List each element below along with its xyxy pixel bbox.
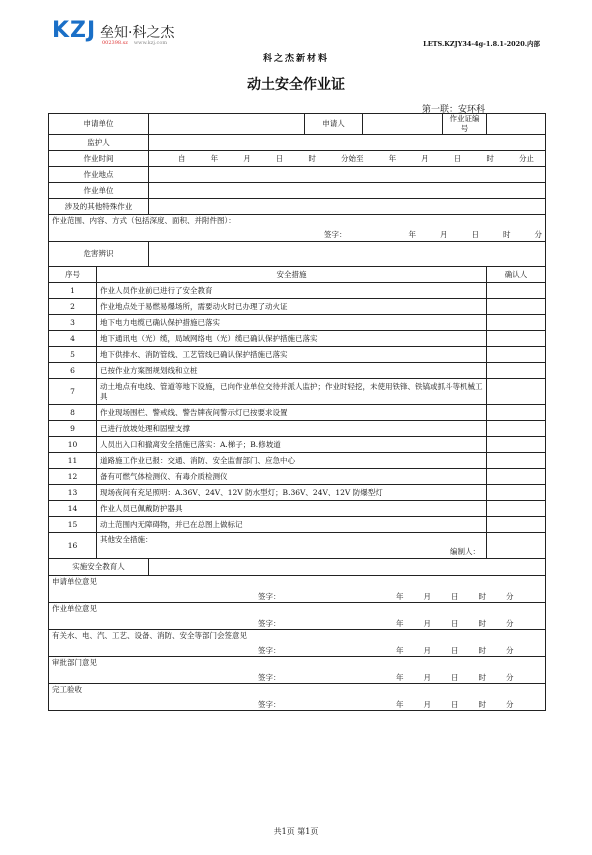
measure-text: 动土范围内无障碍物，并已在总图上做标记: [100, 519, 243, 529]
measure-text: 道路施工作业已报：交通、消防、安全监督部门、应急中心: [100, 455, 295, 465]
measure-confirm[interactable]: [487, 469, 546, 485]
opinion-year: 年: [396, 591, 404, 601]
opinion-cell[interactable]: [49, 576, 546, 603]
row-work-unit: [49, 183, 546, 199]
measure-confirm[interactable]: [487, 379, 546, 405]
label-hazard: 危害辨识: [49, 242, 149, 267]
measure-text-cell: [97, 485, 487, 501]
time-month: 月: [243, 153, 251, 163]
measure-text: 动土地点有电线、管道等地下设施，已向作业单位交待并派人监护；作业时轻挖，未使用铁锋、铁镐或抓斗等机械工具: [100, 381, 483, 401]
row-apply-unit: [49, 114, 546, 135]
opinion-label: 有关水、电、汽、工艺、设备、消防、安全等部门会签意见: [52, 630, 247, 640]
time-day: 日: [275, 153, 284, 163]
measure-row: [49, 453, 546, 469]
measure-confirm[interactable]: [487, 533, 546, 559]
opinion-month: 月: [423, 618, 431, 628]
measure-text: 人员出入口和撤离安全措施已落实：A.梯子；B.修坡道: [100, 439, 281, 449]
measure-no: 9: [49, 421, 97, 437]
compiler-label: 编制人：: [450, 547, 480, 556]
logo-subtext: [102, 40, 167, 46]
measure-row: [49, 315, 546, 331]
measure-row: [49, 405, 546, 421]
measure-row: [49, 363, 546, 379]
measure-confirm[interactable]: [487, 437, 546, 453]
value-applicant[interactable]: [363, 114, 443, 135]
measure-no: 12: [49, 469, 97, 485]
opinion-sign-line: [52, 700, 542, 710]
value-work-unit[interactable]: [149, 183, 546, 199]
value-special-work[interactable]: [149, 199, 546, 215]
page-footer: 共1页 第1页: [273, 827, 319, 836]
measure-text-cell: [97, 517, 487, 533]
measure-confirm[interactable]: [487, 517, 546, 533]
opinion-hour: 时: [478, 699, 486, 709]
opinion-minute: 分: [506, 591, 514, 601]
logo-stock-code: 002398.sz: [102, 40, 128, 46]
company-name: 科之杰新材料: [262, 54, 329, 64]
row-special-work: [49, 199, 546, 215]
scope-year: 年: [408, 230, 416, 239]
opinion-sign-line: [52, 592, 542, 602]
measure-confirm[interactable]: [487, 405, 546, 421]
label-education: 实施安全教育人: [49, 559, 149, 576]
row-hazard: [49, 242, 546, 267]
opinion-rows: [49, 576, 546, 711]
opinion-label: 作业单位意见: [52, 603, 97, 613]
company-logo: [52, 18, 175, 46]
measure-confirm[interactable]: [487, 315, 546, 331]
opinion-hour: 时: [478, 672, 486, 682]
opinion-day: 日: [451, 645, 459, 655]
opinion-sign-line: [52, 673, 542, 683]
opinion-day: 日: [451, 618, 459, 628]
measure-row: [49, 501, 546, 517]
opinion-label: 审批部门意见: [52, 657, 97, 667]
measure-no: 4: [49, 331, 97, 347]
row-measures-header: [49, 267, 546, 283]
opinion-hour: 时: [478, 618, 486, 628]
measure-row: [49, 421, 546, 437]
measure-text: 作业人员作业前已进行了安全教育: [100, 285, 213, 295]
measure-confirm[interactable]: [487, 283, 546, 299]
measure-row: [49, 485, 546, 501]
measure-text: 地下通讯电（光）缆，局域网络电（光）缆已确认保护措施已落实: [100, 333, 318, 343]
opinion-sign-line: [52, 646, 542, 656]
label-special-work: 涉及的其他特殊作业: [49, 199, 149, 215]
opinion-day: 日: [451, 699, 459, 709]
opinion-minute: 分: [506, 672, 514, 682]
measure-text-cell: [97, 453, 487, 469]
opinion-sign-label: 签字：: [258, 672, 281, 682]
opinion-hour: 时: [478, 645, 486, 655]
opinion-row: [49, 603, 546, 630]
measure-no: 1: [49, 283, 97, 299]
time-hour-end: 时: [486, 153, 494, 163]
measure-rows: [49, 283, 546, 559]
logo-url: www.kzj.com: [133, 40, 168, 46]
measure-no: 15: [49, 517, 97, 533]
opinion-minute: 分: [506, 645, 514, 655]
label-supervisor: 监护人: [49, 135, 149, 151]
opinion-sign-label: 签字：: [258, 591, 281, 601]
measure-confirm[interactable]: [487, 421, 546, 437]
value-work-time[interactable]: [149, 151, 546, 167]
time-month-end: 月: [421, 153, 429, 163]
measure-confirm[interactable]: [487, 347, 546, 363]
label-work-place: 作业地点: [49, 167, 149, 183]
opinion-day: 日: [451, 672, 459, 682]
measure-confirm[interactable]: [487, 299, 546, 315]
permit-form: [48, 113, 546, 711]
opinion-month: 月: [423, 672, 431, 682]
opinion-row: [49, 630, 546, 657]
opinion-minute: 分: [506, 699, 514, 709]
logo-mark: KZJ: [52, 18, 97, 43]
measure-text-cell: [97, 299, 487, 315]
opinion-cell[interactable]: [49, 630, 546, 657]
measure-row: [49, 283, 546, 299]
scope-hour: 时: [503, 230, 511, 239]
measure-text-cell: [97, 437, 487, 453]
opinion-year: 年: [396, 672, 404, 682]
header-measure: 安全措施: [97, 267, 487, 283]
label-work-time: 作业时间: [49, 151, 149, 167]
measure-no: 14: [49, 501, 97, 517]
measure-row: [49, 347, 546, 363]
scope-sign-label: 签字：: [324, 230, 347, 239]
measure-text-cell: [97, 347, 487, 363]
opinion-sign-label: 签字：: [258, 645, 281, 655]
measure-row: [49, 379, 546, 405]
time-year-end: 年: [388, 153, 397, 163]
measure-row: [49, 331, 546, 347]
measure-text-cell: [97, 533, 487, 559]
copy-label: 第一联：安环科: [422, 105, 486, 115]
scope-minute: 分: [534, 230, 542, 239]
measure-text: 作业地点处于易燃易爆场所，需要动火时已办理了动火证: [100, 301, 288, 311]
opinion-row: [49, 576, 546, 603]
measure-text-cell: [97, 331, 487, 347]
measure-text: 作业人员已佩戴防护器具: [100, 503, 183, 513]
row-education: [49, 559, 546, 576]
opinion-row: [49, 684, 546, 711]
opinion-year: 年: [396, 618, 404, 628]
measure-confirm[interactable]: [487, 485, 546, 501]
label-cert-no: 作业证编号: [443, 114, 487, 135]
time-from: 自: [178, 153, 186, 163]
measure-text-cell: [97, 363, 487, 379]
label-apply-unit: 申请单位: [49, 114, 149, 135]
measure-text-cell: [97, 469, 487, 485]
measure-text: 地下供排水、消防管线、工艺管线已确认保护措施已落实: [100, 349, 288, 359]
row-work-place: [49, 167, 546, 183]
opinion-row: [49, 657, 546, 684]
measure-no: 2: [49, 299, 97, 315]
measure-confirm[interactable]: [487, 501, 546, 517]
opinion-day: 日: [451, 591, 459, 601]
opinion-cell[interactable]: [49, 657, 546, 684]
measure-row: [49, 299, 546, 315]
opinion-cell[interactable]: [49, 684, 546, 711]
measure-row: [49, 533, 546, 559]
time-end: 分止: [518, 153, 534, 163]
row-supervisor: [49, 135, 546, 151]
value-cert-no[interactable]: [487, 114, 546, 135]
measure-no: 3: [49, 315, 97, 331]
measure-no: 16: [49, 533, 97, 559]
measure-confirm[interactable]: [487, 331, 546, 347]
row-work-time: [49, 151, 546, 167]
label-applicant: 申请人: [305, 114, 363, 135]
scope-day: 日: [471, 230, 479, 239]
measure-no: 5: [49, 347, 97, 363]
opinion-label: 完工验收: [52, 684, 82, 694]
value-supervisor[interactable]: [149, 135, 546, 151]
measure-text: 已进行放坡处理和固壁支撑: [100, 423, 190, 433]
opinion-minute: 分: [506, 618, 514, 628]
opinion-year: 年: [396, 645, 404, 655]
value-apply-unit[interactable]: [149, 114, 305, 135]
form-title: 动土安全作业证: [247, 77, 345, 93]
scope-month: 月: [440, 230, 448, 239]
label-work-unit: 作业单位: [49, 183, 149, 199]
value-education[interactable]: [149, 559, 546, 576]
measure-text: 备有可燃气体检测仪、有毒介质检测仪: [100, 471, 228, 481]
time-hour: 时: [308, 153, 316, 163]
measure-confirm[interactable]: [487, 453, 546, 469]
measure-text-cell: [97, 379, 487, 405]
label-scope: 作业范围、内容、方式（包括深度、面积、并附件图）：: [52, 216, 236, 225]
measure-text-cell: [97, 315, 487, 331]
opinion-label: 申请单位意见: [52, 576, 97, 586]
scope-sign-line: [52, 230, 542, 240]
value-scope[interactable]: [49, 215, 546, 242]
measure-text: 现场夜间有充足照明：A.36V、24V、12V 防水型灯；B.36V、24V、12V 防爆型灯: [100, 487, 383, 497]
measure-row: [49, 469, 546, 485]
row-scope: [49, 215, 546, 242]
opinion-year: 年: [396, 699, 404, 709]
measure-no: 11: [49, 453, 97, 469]
measure-no: 7: [49, 379, 97, 405]
logo-name: 垒知·科之杰: [100, 25, 175, 41]
opinion-sign-line: [52, 619, 542, 629]
measure-text-cell: [97, 421, 487, 437]
time-day-end: 日: [453, 153, 462, 163]
opinion-month: 月: [423, 699, 431, 709]
value-hazard[interactable]: [149, 242, 546, 267]
measure-text: 已按作业方案图规划线和立桩: [100, 365, 198, 375]
document-number: LETS.KZJY34-4g-1.8.1-2020.内部: [423, 40, 540, 48]
measure-no: 8: [49, 405, 97, 421]
opinion-month: 月: [423, 645, 431, 655]
opinion-month: 月: [423, 591, 431, 601]
measure-text: 其他安全措施：: [100, 535, 153, 544]
opinion-cell[interactable]: [49, 603, 546, 630]
measure-row: [49, 517, 546, 533]
measure-text-cell: [97, 501, 487, 517]
header-no: 序号: [49, 267, 97, 283]
measure-confirm[interactable]: [487, 363, 546, 379]
measure-no: 6: [49, 363, 97, 379]
time-year: 年: [210, 153, 219, 163]
header-confirm: 确认人: [487, 267, 546, 283]
opinion-sign-label: 签字：: [258, 618, 281, 628]
opinion-sign-label: 签字：: [258, 699, 281, 709]
time-start: 分始至: [340, 153, 364, 163]
measure-text: 地下电力电缆已确认保护措施已落实: [100, 317, 220, 327]
measure-text-cell: [97, 405, 487, 421]
value-work-place[interactable]: [149, 167, 546, 183]
measure-no: 13: [49, 485, 97, 501]
opinion-hour: 时: [478, 591, 486, 601]
measure-no: 10: [49, 437, 97, 453]
measure-text: 作业现场围栏、警戒线、警告牌夜间警示灯已按要求设置: [100, 407, 288, 417]
measure-text-cell: [97, 283, 487, 299]
measure-row: [49, 437, 546, 453]
